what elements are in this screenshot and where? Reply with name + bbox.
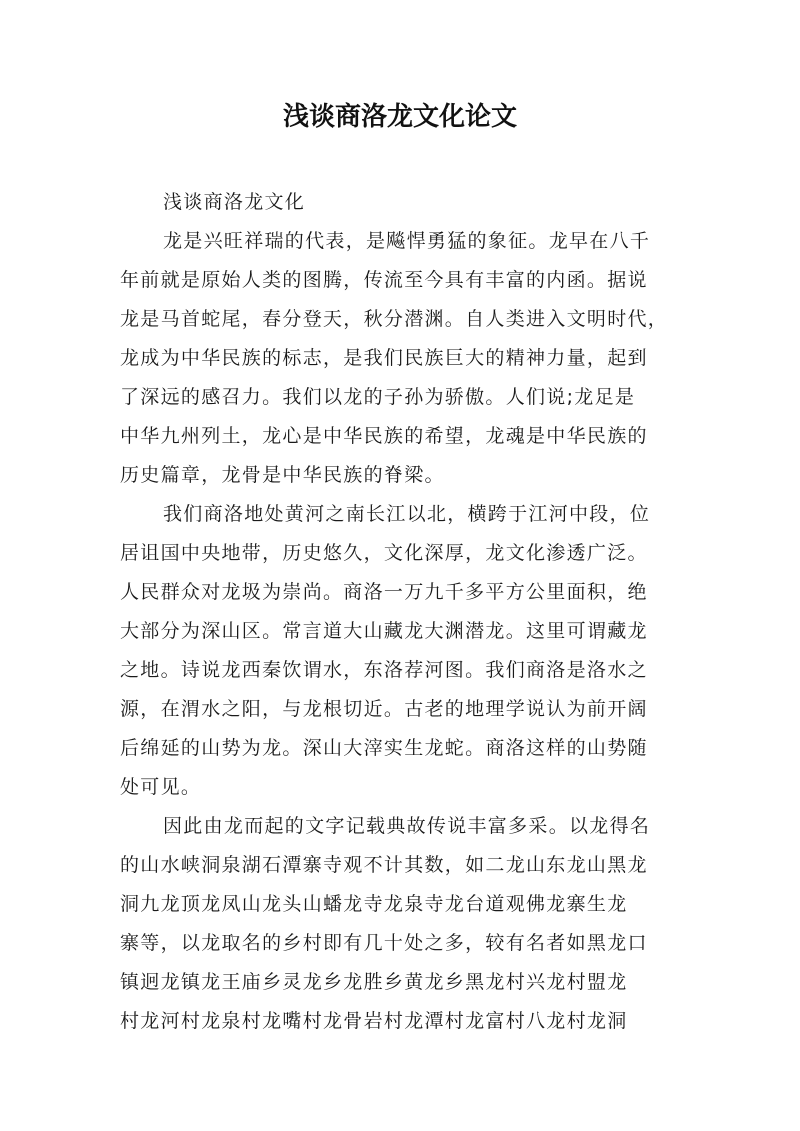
paragraph-line: 居诅国中央地带，历史悠久，文化深厚，龙文化渗透广泛。 xyxy=(120,542,648,564)
paragraph-line: 寨等，以龙取名的乡村即有几十处之多，较有名者如黑龙口 xyxy=(120,932,648,954)
document-body xyxy=(120,183,680,1041)
paragraph-line: 后绵延的山势为龙。深山大滓实生龙蛇。商洛这样的山势随 xyxy=(120,737,648,759)
paragraph-line: 源，在渭水之阳，与龙根切近。古老的地理学说认为前开阔 xyxy=(120,698,648,720)
document-title: 浅谈商洛龙文化论文 xyxy=(282,102,517,132)
paragraph-line: 村龙河村龙泉村龙嘴村龙骨岩村龙潭村龙富村八龙村龙洞 xyxy=(120,1010,628,1032)
paragraph-line: 龙是马首蛇尾，春分登天，秋分潜渊。自人类进入文明时代， xyxy=(120,308,669,330)
paragraph-line: 镇迥龙镇龙王庙乡灵龙乡龙胜乡黄龙乡黑龙村兴龙村盟龙 xyxy=(120,971,628,993)
paragraph-line: 人民群众对龙圾为崇尚。商洛一万九千多平方公里面积，绝 xyxy=(120,581,648,603)
paragraph-line: 龙成为中华民族的标志，是我们民族巨大的精神力量，起到 xyxy=(120,347,648,369)
paragraph-line: 之地。诗说龙西秦饮谓水，东洛荐河图。我们商洛是洛水之 xyxy=(120,659,648,681)
paragraph-line: 历史篇章，龙骨是中华民族的脊梁。 xyxy=(120,464,445,486)
paragraph-line: 因此由龙而起的文字记载典故传说丰富多采。以龙得名 xyxy=(163,815,651,837)
paragraph-line: 年前就是原始人类的图腾，传流至今具有丰富的内函。据说 xyxy=(120,269,648,291)
document-subtitle: 浅谈商洛龙文化 xyxy=(163,191,306,213)
paragraph-line: 洞九龙顶龙凤山龙头山蟠龙寺龙泉寺龙台道观佛龙寨生龙 xyxy=(120,893,628,915)
paragraph-line: 我们商洛地处黄河之南长江以北，横跨于江河中段，位 xyxy=(163,503,651,525)
paragraph-line: 大部分为深山区。常言道大山藏龙大渊潜龙。这里可谓藏龙 xyxy=(120,620,648,642)
paragraph-line: 中华九州列土，龙心是中华民族的希望，龙魂是中华民族的 xyxy=(120,425,648,447)
paragraph-line: 了深远的感召力。我们以龙的子孙为骄傲。人们说;龙足是 xyxy=(120,386,636,408)
paragraph-line: 龙是兴旺祥瑞的代表，是飚悍勇猛的象征。龙早在八千 xyxy=(163,230,651,252)
paragraph-line: 处可见。 xyxy=(120,776,202,798)
paragraph-line: 的山水峡洞泉湖石潭寨寺观不计其数，如二龙山东龙山黑龙 xyxy=(120,854,648,876)
